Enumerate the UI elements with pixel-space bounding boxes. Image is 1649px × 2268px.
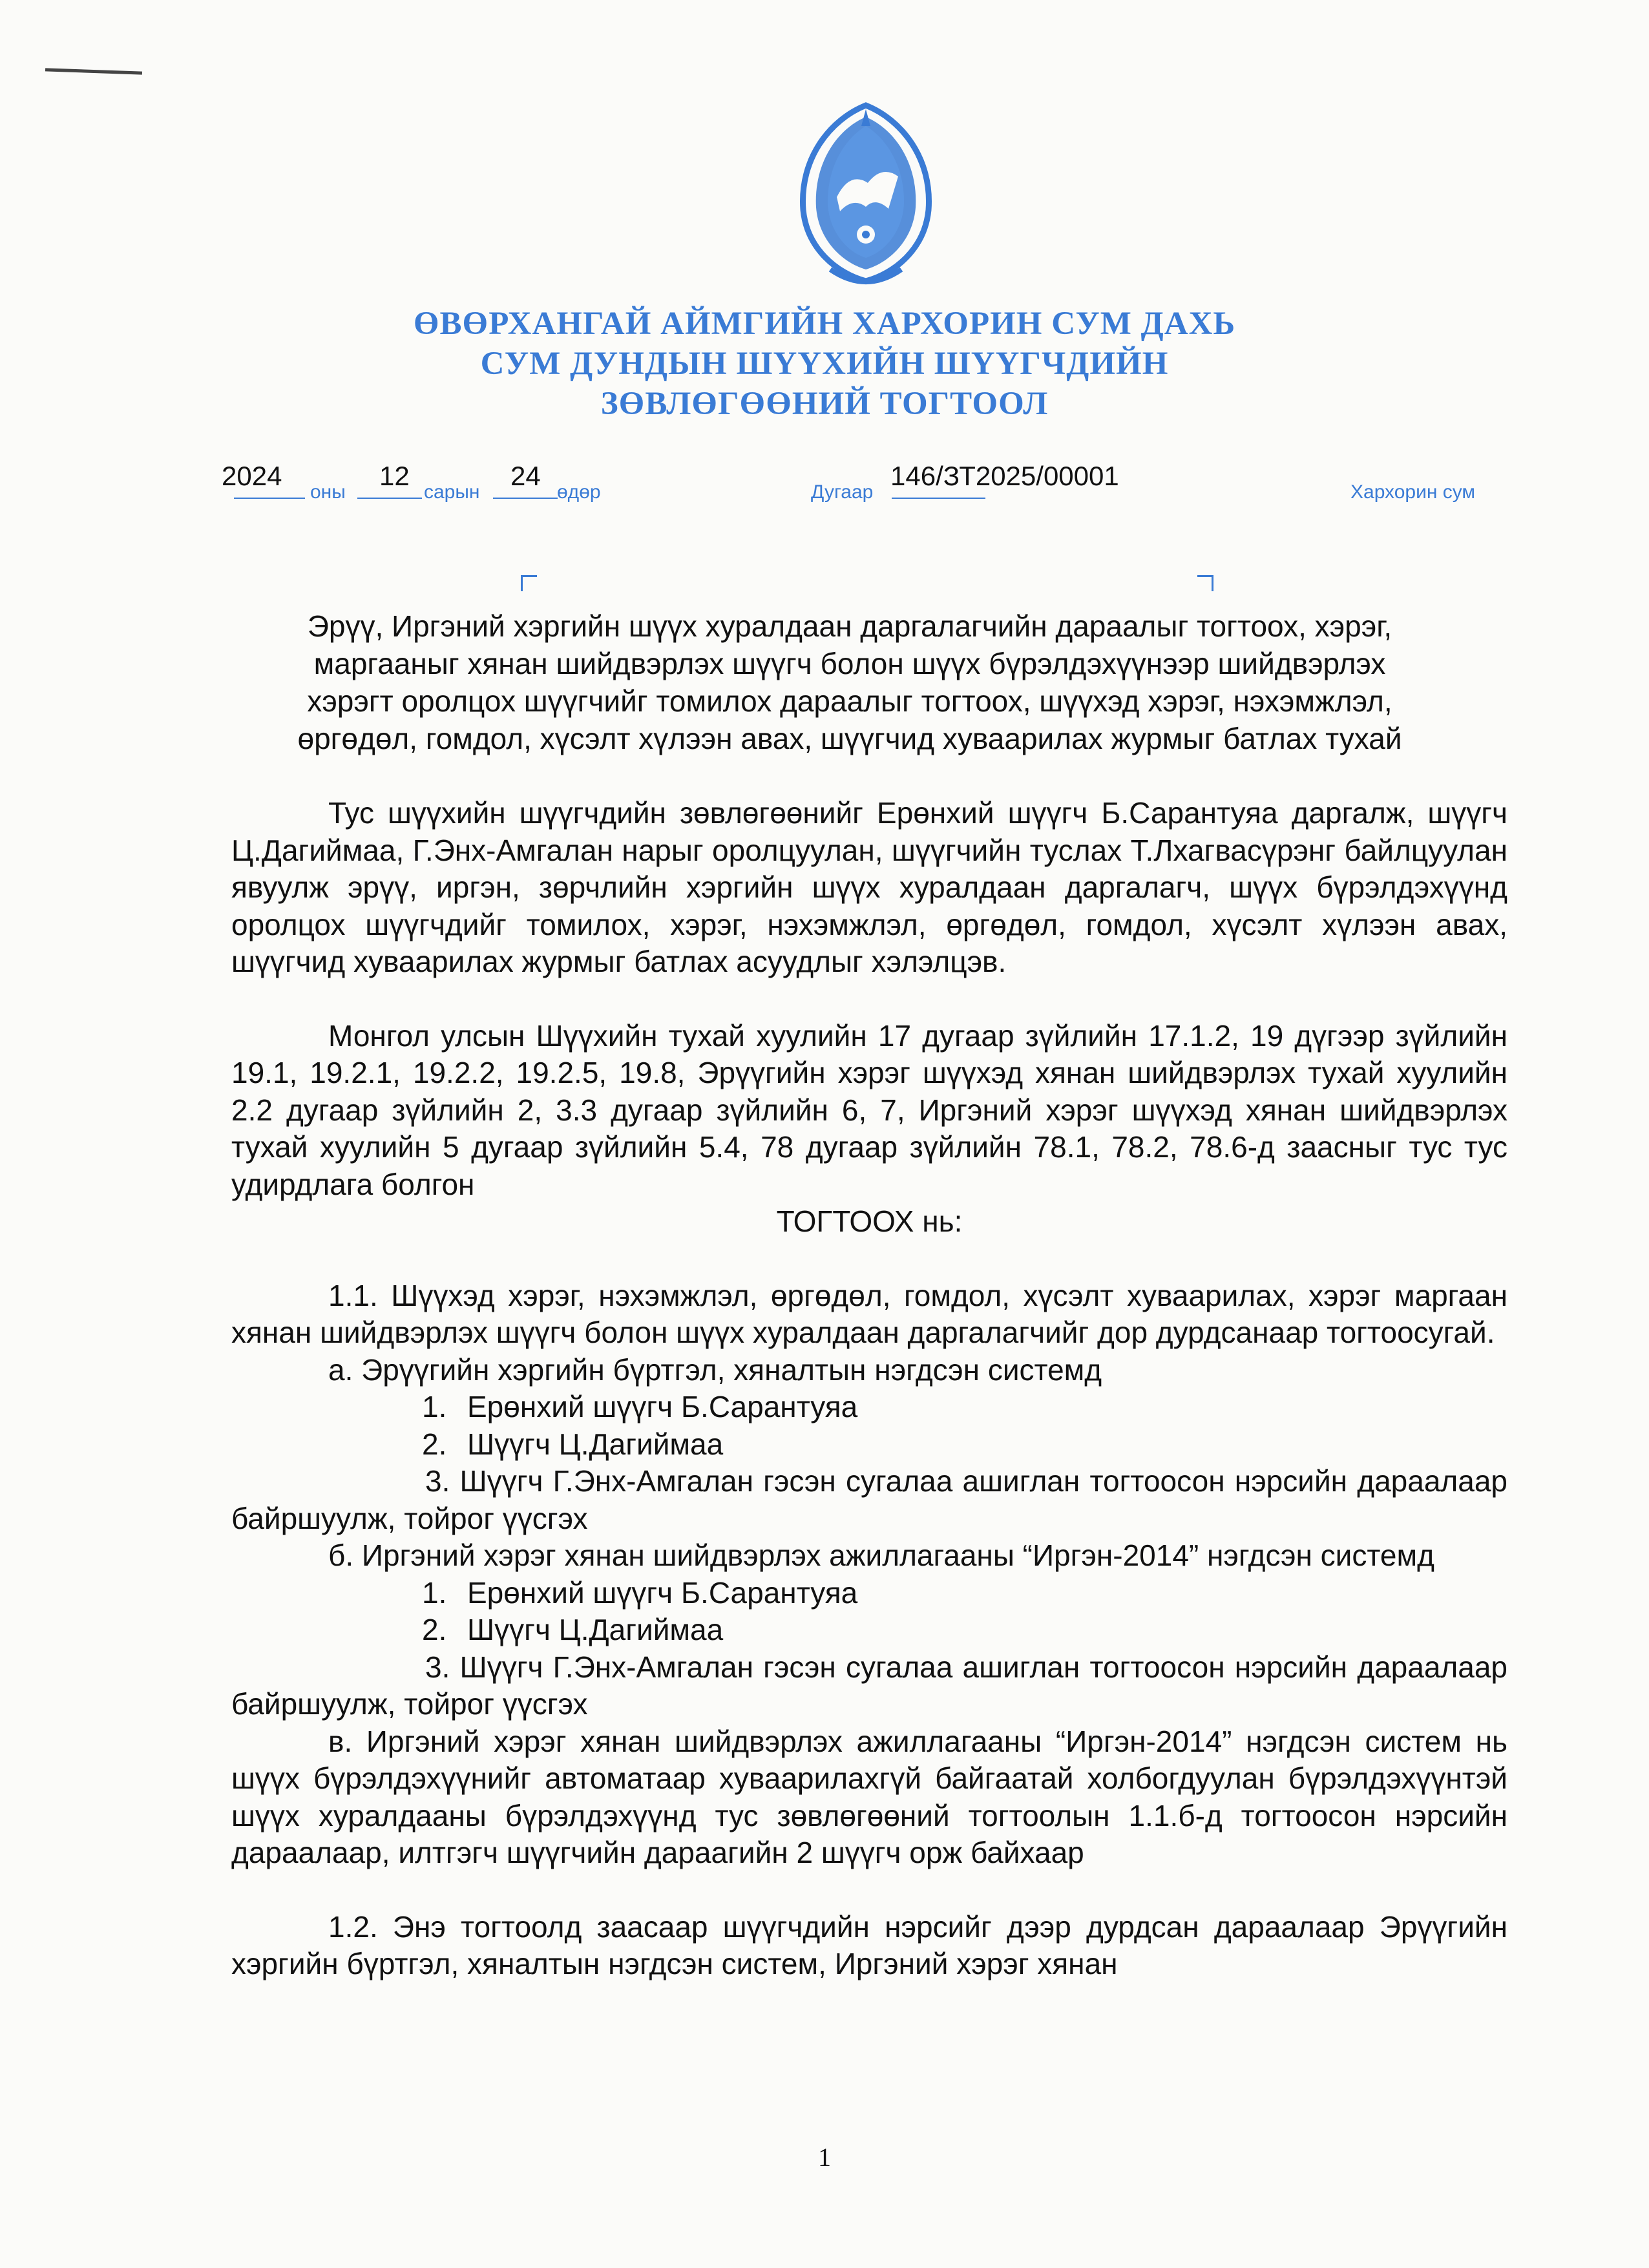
paragraph-legal-basis: Монгол улсын Шүүхийн тухай хуулийн 17 дугаар зүйлийн 17.1.2, 19 дүгээр зүйлийн 19.1, 19.2.1, 19.2.2, 19.2.5, 19.8, Эрүүгийн хэрэг шүүхэд хянан шийдвэрлэх тухай хуулийн 2.2 дугаар зүйлийн 2, 3.3 дугаар зүйлийн 6, 7, Иргэний хэрэг шүүхэд хянан шийдвэрлэх тухай хуулийн 5 дугаар зүйлийн 5.4, 78 дугаар зүйлийн 78.1, 78.2, 78.6-д заасныг тус тус удирдлага болгон: [231, 1018, 1507, 1201]
list-item: 3. Шүүгч Г.Энх-Амгалан гэсэн сугалаа ашиглан тогтоосон нэрсийн дараалаар байршуулж, тойрог үүсгэх: [231, 1650, 1507, 1721]
resolve-heading: ТОГТООХ нь:: [776, 1204, 963, 1238]
paragraph-1-2: 1.2. Энэ тогтоолд заасаар шүүгчдийн нэрсийг дээр дурдсан дараалаар Эрүүгийн хэргийн бүртгэл, хяналтын нэгдсэн систем, Иргэний хэрэг хянан: [231, 1909, 1507, 1980]
year-underline: [234, 498, 305, 499]
document-header: [0, 304, 1649, 424]
header-line-1: ӨВӨРХАНГАЙ АЙМГИЙН ХАРХОРИН СУМ ДАХЬ: [413, 306, 1236, 342]
subsection-b: б. Иргэний хэрэг хянан шийдвэрлэх ажиллагааны “Иргэн-2014” нэгдсэн системд: [328, 1538, 1434, 1572]
scan-mark: [45, 68, 142, 74]
subject-line-4: өргөдөл, гомдол, хүсэлт хүлээн авах, шүүгчид хуваарилах журмыг батлах тухай: [297, 722, 1402, 755]
list-item: 3. Шүүгч Г.Энх-Амгалан гэсэн сугалаа ашиглан тогтоосон нэрсийн дараалаар байршуулж, тойрог үүсгэх: [231, 1464, 1507, 1535]
list-item: 1. Ерөнхий шүүгч Б.Сарантуяа: [422, 1390, 858, 1423]
header-line-2: СУМ ДУНДЫН ШҮҮХИЙН ШҮҮГЧДИЙН: [480, 346, 1169, 382]
page-number: 1: [818, 2143, 831, 2172]
subject-bracket-left: [521, 575, 537, 591]
header-line-3: ЗӨВЛӨГӨӨНИЙ ТОГТООЛ: [600, 386, 1049, 422]
meta-month: 12: [379, 461, 410, 491]
paragraph-preamble: Тус шүүхийн шүүгчдийн зөвлөгөөнийг Ерөнхий шүүгч Б.Сарантуяа даргалж, шүүгч Ц.Дагиймаа, Г.Энх-Амгалан нарыг оролцуулан, шүүгчийн туслах Т.Лхагвасүрэнг байлцуулан явуулж эрүү, иргэн, зөрчлийн хэргийн шүүх хуралдаан даргалагч, шүүх бүрэлдэхүүнд оролцох шүүгчдийг томилох, хэрэг, нэхэмжлэл, өргөдөл, гомдол, хүсэлт хүлээн авах, шүүгчид хуваарилах журмыг батлах асуудлыг хэлэлцэв.: [231, 796, 1507, 978]
list-item: 2. Шүүгч Ц.Дагиймаа: [422, 1613, 724, 1646]
subject-line-2: маргааныг хянан шийдвэрлэх шүүгч болон шүүх бүрэлдэхүүнээр шийдвэрлэх: [313, 647, 1386, 680]
meta-place: Хархорин сум: [1350, 481, 1476, 503]
paragraph-1-1: 1.1. Шүүхэд хэрэг, нэхэмжлэл, өргөдөл, гомдол, хүсэлт хуваарилах, хэрэг маргаан хянан шийдвэрлэх шүүгч болон шүүх хуралдаан даргалагчийг дор дурдсанаар тогтоосугай.: [231, 1278, 1507, 1349]
subject-line-1: Эрүү, Иргэний хэргийн шүүх хуралдаан даргалагчийн дараалыг тогтоох, хэрэг,: [307, 609, 1392, 643]
subsection-a: а. Эрүүгийн хэргийн бүртгэл, хяналтын нэгдсэн системд: [328, 1352, 1102, 1387]
subject-line-3: хэрэгт оролцох шүүгчийг томилох дараалыг тогтоох, шүүхэд хэрэг, нэхэмжлэл,: [307, 684, 1392, 718]
month-underline: [357, 498, 422, 499]
list-item: 1. Ерөнхий шүүгч Б.Сарантуяа: [422, 1575, 858, 1610]
document-body: [231, 795, 1507, 1983]
meta-number: 146/ЗТ2025/00001: [890, 461, 1119, 491]
subject-title: [229, 607, 1470, 757]
state-emblem-icon: [792, 100, 940, 288]
meta-year: 2024: [222, 461, 282, 491]
meta-number-label: Дугаар: [811, 481, 874, 503]
subsection-c: в. Иргэний хэрэг хянан шийдвэрлэх ажиллагааны “Иргэн-2014” нэгдсэн систем нь шүүх бүрэлдэхүүнийг автоматаар хуваарилахгүй байгаатай холбогдуулан бүрэлдэхүүнтэй шүүх хуралдааны бүрэлдэхүүнд тус зөвлөгөөний тогтоолын 1.1.б-д тогтоосон нэрсийн дараалаар, илтгэгч шүүгчийн дараагийн 2 шүүгч орж байхаар: [231, 1724, 1507, 1869]
number-underline: [892, 498, 985, 499]
meta-day: 24: [510, 461, 541, 491]
day-underline: [493, 498, 558, 499]
meta-day-label: өдөр: [557, 481, 601, 503]
subject-bracket-right: [1197, 575, 1213, 591]
list-item: 2. Шүүгч Ц.Дагиймаа: [422, 1427, 724, 1461]
meta-month-label: сарын: [424, 481, 480, 503]
meta-year-label: оны: [310, 481, 346, 503]
